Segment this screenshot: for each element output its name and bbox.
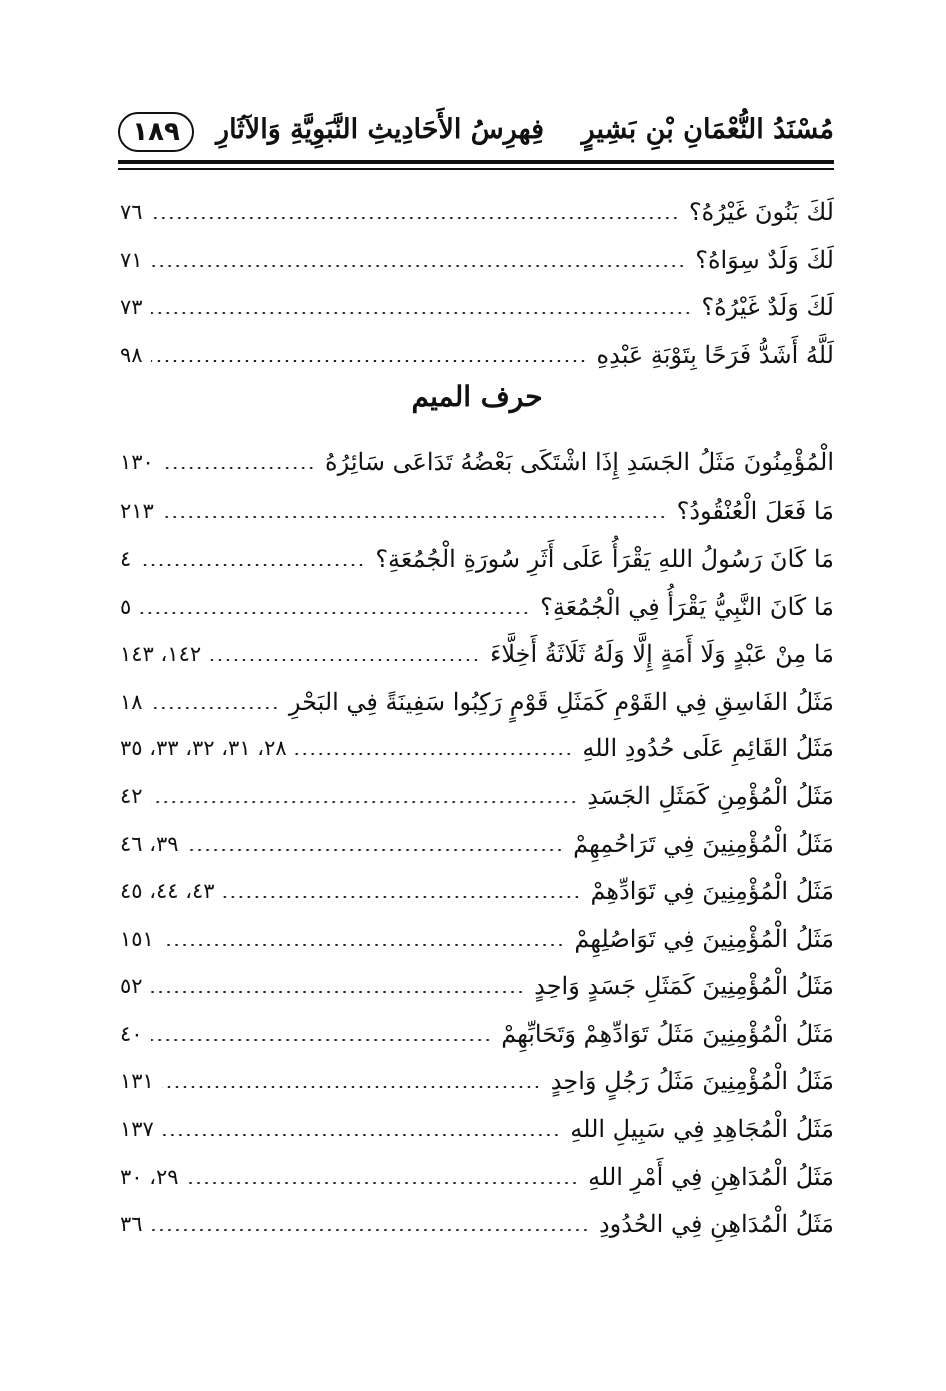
- leader-dots: [139, 612, 530, 614]
- index-entry: [120, 442, 834, 482]
- leader-dots: [151, 265, 686, 267]
- section-title: فِهرِسُ الأَحَادِيثِ النَّبَوِيَّةِ وَالآثَارِ: [216, 114, 544, 145]
- leader-dots: [162, 1134, 560, 1136]
- entry-refs: ٧٦: [120, 200, 143, 224]
- entry-refs: ١٨: [120, 690, 143, 714]
- index-entry: [120, 539, 834, 579]
- index-entry: [120, 287, 834, 327]
- leader-dots: [223, 896, 581, 898]
- entry-refs: ١٣٠: [120, 450, 154, 474]
- leader-dots: [162, 1086, 541, 1088]
- leader-dots: [151, 312, 692, 314]
- leader-dots: [209, 659, 480, 661]
- leader-dots: [187, 1182, 579, 1184]
- header-rule-thick: [118, 160, 834, 164]
- leader-dots: [162, 944, 565, 946]
- index-entry: [120, 776, 834, 816]
- entry-text: مَثَلُ الْمُؤْمِنِينَ كَمَثَلِ جَسَدٍ وَاحِدٍ: [534, 972, 834, 1000]
- index-entry: [120, 966, 834, 1006]
- index-entry: [120, 634, 834, 674]
- entry-text: مَثَلُ الْمُجَاهِدِ فِي سَبِيلِ اللهِ: [570, 1115, 834, 1143]
- index-entry: [120, 1014, 834, 1054]
- entry-text: مَثَلُ الْمُؤْمِنِينَ فِي تَرَاحُمِهِمْ: [573, 830, 834, 858]
- entry-refs: ١٣٧: [120, 1117, 154, 1141]
- leader-dots: [151, 360, 587, 362]
- entry-text: مَثَلُ الْمُؤْمِنِينَ مَثَلُ رَجُلٍ وَاحِدٍ: [550, 1067, 834, 1095]
- entry-refs: ٤٢: [120, 784, 143, 808]
- index-entry: [120, 1061, 834, 1101]
- entry-refs: ٧٣: [120, 295, 143, 319]
- index-entry: [120, 1204, 834, 1244]
- entry-text: لَكَ بَنُونَ غَيْرُهُ؟: [688, 198, 834, 226]
- entry-refs: ٢٨، ٣١، ٣٢، ٣٣، ٣٥: [120, 736, 287, 760]
- entry-text: مَا كَانَ رَسُولُ اللهِ يَقْرَأُ عَلَى أَثَرِ سُورَةِ الْجُمُعَةِ؟: [375, 545, 834, 573]
- entry-text: مَثَلُ القَائِمِ عَلَى حُدُودِ اللهِ: [582, 734, 834, 762]
- index-entry: [120, 919, 834, 959]
- leader-dots: [151, 1039, 492, 1041]
- entry-text: الْمُؤْمِنُونَ مَثَلُ الجَسَدِ إِذَا اشْتَكَى بَعْضُهُ تَدَاعَى سَائِرُهُ: [325, 448, 834, 476]
- entry-text: لَكَ وَلَدٌ سِوَاهُ؟: [695, 246, 834, 274]
- index-entry: [120, 240, 834, 280]
- entry-refs: ٤٣، ٤٤، ٤٥: [120, 879, 215, 903]
- index-entry: [120, 682, 834, 722]
- entry-text: لَكَ وَلَدٌ غَيْرُهُ؟: [701, 293, 834, 321]
- entry-refs: ١٤٢، ١٤٣: [120, 642, 202, 666]
- index-entry: [120, 728, 834, 768]
- leader-dots: [139, 564, 365, 566]
- index-entry: [120, 491, 834, 531]
- entry-refs: ١٥١: [120, 927, 154, 951]
- leader-dots: [162, 516, 667, 518]
- entry-refs: ٤: [120, 547, 132, 571]
- leader-dots: [151, 1229, 589, 1231]
- entry-text: مَثَلُ الْمُؤْمِنِينَ فِي تَوَاصُلِهِمْ: [574, 925, 834, 953]
- entry-text: مَا فَعَلَ الْعُنْقُودُ؟: [676, 497, 834, 525]
- index-entry: [120, 1109, 834, 1149]
- entry-refs: ٤٠: [120, 1022, 143, 1046]
- leader-dots: [187, 849, 564, 851]
- leader-dots: [295, 753, 573, 755]
- index-entry: [120, 1157, 834, 1197]
- entry-text: مَثَلُ الْمُدَاهِنِ فِي أَمْرِ اللهِ: [588, 1163, 834, 1191]
- page-number: ١٨٩: [118, 112, 194, 152]
- entry-refs: ٣٩، ٤٦: [120, 832, 179, 856]
- leader-dots: [151, 217, 679, 219]
- index-entry: [120, 587, 834, 627]
- entry-refs: ٥٢: [120, 974, 143, 998]
- entry-refs: ٥: [120, 595, 132, 619]
- entry-text: مَثَلُ الْمُؤْمِنِينَ فِي تَوَادِّهِمْ: [590, 877, 834, 905]
- leader-dots: [151, 707, 279, 709]
- index-entry: [120, 824, 834, 864]
- index-entry: [120, 192, 834, 232]
- entry-refs: ١٣١: [120, 1069, 154, 1093]
- chapter-heading: حرف الميم: [411, 380, 543, 413]
- entry-refs: ٢١٣: [120, 499, 154, 523]
- entry-text: مَثَلُ الْمُدَاهِنِ فِي الحُدُودِ: [598, 1210, 834, 1238]
- leader-dots: [162, 467, 315, 469]
- index-entry: [120, 871, 834, 911]
- entry-text: مَا مِنْ عَبْدٍ وَلَا أَمَةٍ إِلَّا وَلَهُ ثَلَاثَةُ أَخِلَّاءَ: [490, 640, 834, 668]
- entry-refs: ٩٨: [120, 343, 143, 367]
- book-title: مُسْنَدُ النُّعْمَانِ بْنِ بَشِيرٍ: [581, 114, 834, 145]
- entry-text: مَا كَانَ النَّبِيُّ يَقْرَأُ فِي الْجُمُعَةِ؟: [540, 593, 834, 621]
- entry-text: لَلَّهُ أَشَدُّ فَرَحًا بِتَوْبَةِ عَبْدِهِ: [596, 341, 834, 369]
- entry-refs: ٢٩، ٣٠: [120, 1165, 179, 1189]
- leader-dots: [151, 991, 525, 993]
- entry-text: مَثَلُ الْمُؤْمِنِ كَمَثَلِ الجَسَدِ: [587, 782, 834, 810]
- entry-refs: ٧١: [120, 248, 143, 272]
- entry-text: مَثَلُ الفَاسِقِ فِي القَوْمِ كَمَثَلِ قَوْمٍ رَكِبُوا سَفِينَةً فِي البَحْرِ: [288, 688, 834, 716]
- leader-dots: [151, 801, 578, 803]
- page-header: [118, 108, 834, 164]
- index-entry: [120, 335, 834, 375]
- header-rule-thin: [118, 168, 834, 170]
- entry-refs: ٣٦: [120, 1212, 143, 1236]
- entry-text: مَثَلُ الْمُؤْمِنِينَ مَثَلُ تَوَادِّهِمْ وَتَحَابِّهِمْ: [501, 1020, 834, 1048]
